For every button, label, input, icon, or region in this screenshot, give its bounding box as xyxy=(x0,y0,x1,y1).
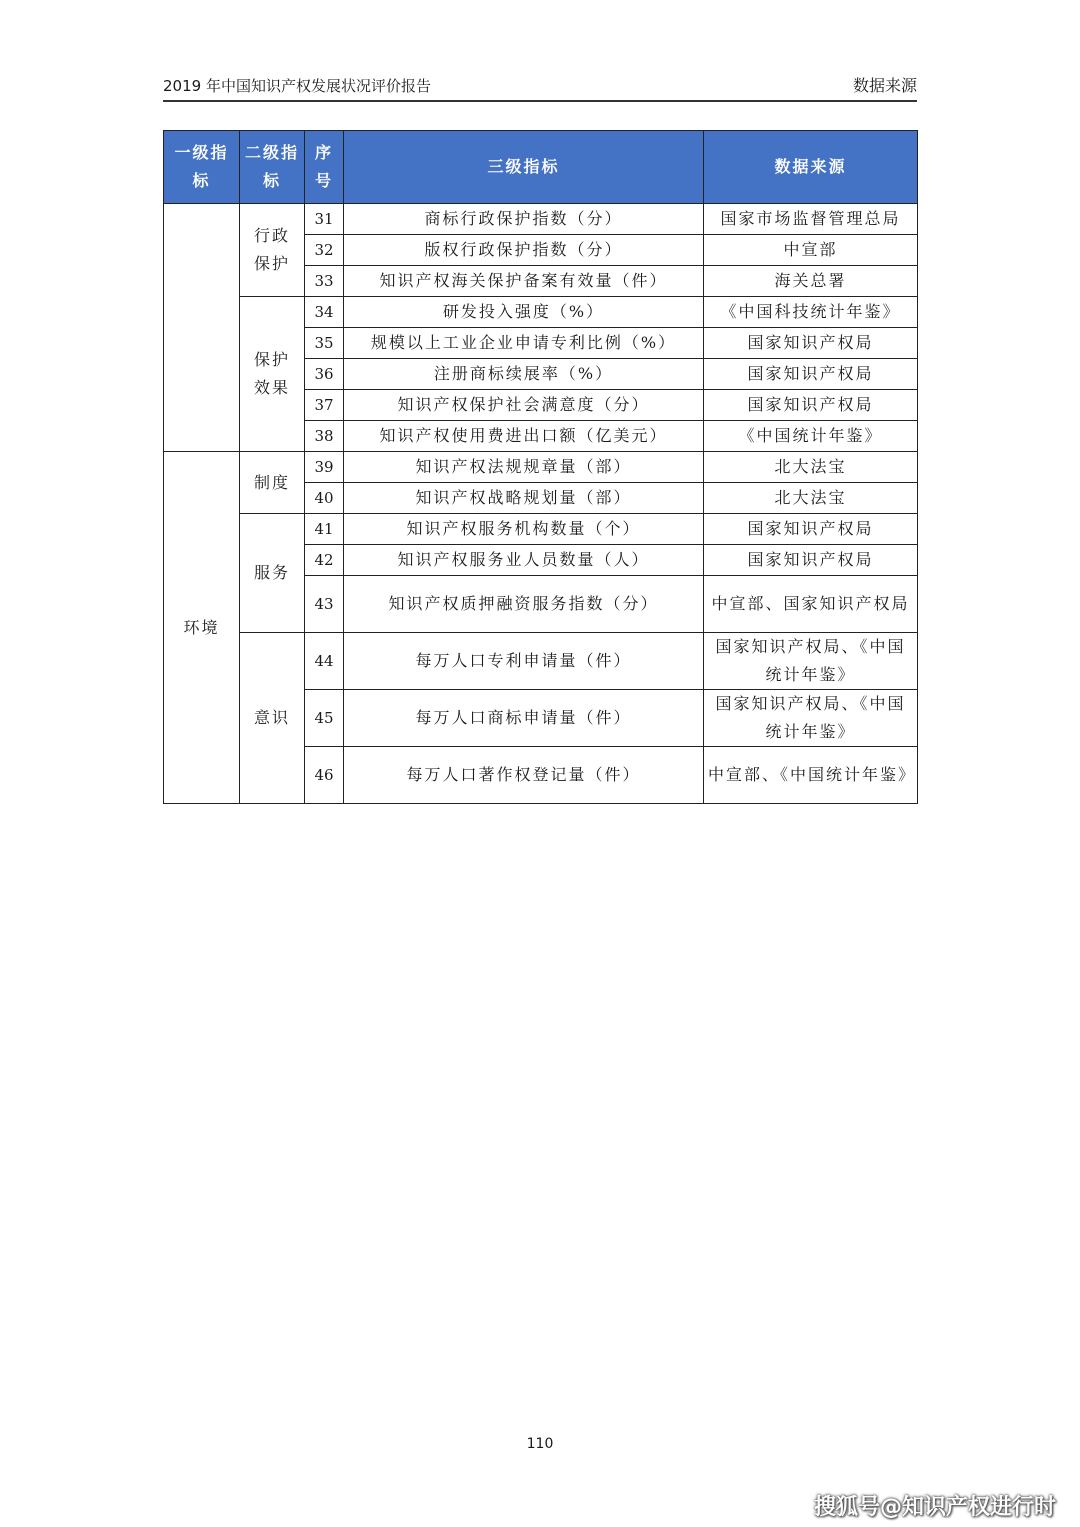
header-source: 数据来源 xyxy=(704,131,918,204)
seq-cell: 33 xyxy=(305,266,344,297)
seq-cell: 34 xyxy=(305,297,344,328)
source-cell: 北大法宝 xyxy=(704,483,918,514)
seq-cell: 39 xyxy=(305,452,344,483)
header-level2: 二级指标 xyxy=(240,131,305,204)
indicator-cell: 知识产权法规规章量（部） xyxy=(344,452,704,483)
level1-environment: 环境 xyxy=(164,452,240,804)
source-cell: 中宣部、国家知识产权局 xyxy=(704,576,918,633)
source-cell: 北大法宝 xyxy=(704,452,918,483)
indicator-cell: 规模以上工业企业申请专利比例（%） xyxy=(344,328,704,359)
header-seq: 序号 xyxy=(305,131,344,204)
source-cell: 国家知识产权局 xyxy=(704,359,918,390)
table-header-row xyxy=(164,131,918,204)
header-level1: 一级指标 xyxy=(164,131,240,204)
source-cell: 《中国科技统计年鉴》 xyxy=(704,297,918,328)
indicator-cell: 每万人口专利申请量（件） xyxy=(344,633,704,690)
source-cell: 国家知识产权局 xyxy=(704,545,918,576)
level2-awareness: 意识 xyxy=(240,633,305,804)
seq-cell: 44 xyxy=(305,633,344,690)
indicator-cell: 知识产权保护社会满意度（分） xyxy=(344,390,704,421)
source-cell: 海关总署 xyxy=(704,266,918,297)
source-cell: 《中国统计年鉴》 xyxy=(704,421,918,452)
level2-system: 制度 xyxy=(240,452,305,514)
level2-service: 服务 xyxy=(240,514,305,633)
page-header xyxy=(163,74,917,102)
source-cell: 国家知识产权局、《中国统计年鉴》 xyxy=(704,633,918,690)
indicator-cell: 注册商标续展率（%） xyxy=(344,359,704,390)
seq-cell: 36 xyxy=(305,359,344,390)
table-row xyxy=(164,514,918,545)
seq-cell: 43 xyxy=(305,576,344,633)
report-title: 2019 年中国知识产权发展状况评价报告 xyxy=(163,77,431,95)
indicator-cell: 研发投入强度（%） xyxy=(344,297,704,328)
indicator-cell: 知识产权战略规划量（部） xyxy=(344,483,704,514)
table-row xyxy=(164,633,918,690)
indicator-cell: 知识产权服务机构数量（个） xyxy=(344,514,704,545)
indicator-table xyxy=(163,130,918,804)
source-cell: 国家知识产权局 xyxy=(704,514,918,545)
seq-cell: 32 xyxy=(305,235,344,266)
seq-cell: 31 xyxy=(305,204,344,235)
table-row xyxy=(164,297,918,328)
source-cell: 国家知识产权局 xyxy=(704,390,918,421)
indicator-cell: 每万人口著作权登记量（件） xyxy=(344,747,704,804)
seq-cell: 35 xyxy=(305,328,344,359)
source-cell: 国家知识产权局、《中国统计年鉴》 xyxy=(704,690,918,747)
page-number: 110 xyxy=(526,1436,554,1452)
indicator-cell: 知识产权海关保护备案有效量（件） xyxy=(344,266,704,297)
source-cell: 国家市场监督管理总局 xyxy=(704,204,918,235)
header-level3: 三级指标 xyxy=(344,131,704,204)
seq-cell: 45 xyxy=(305,690,344,747)
seq-cell: 38 xyxy=(305,421,344,452)
level1-protection-cont xyxy=(164,204,240,452)
source-cell: 国家知识产权局 xyxy=(704,328,918,359)
table-row xyxy=(164,452,918,483)
indicator-cell: 知识产权服务业人员数量（人） xyxy=(344,545,704,576)
indicator-cell: 版权行政保护指数（分） xyxy=(344,235,704,266)
source-cell: 中宣部、《中国统计年鉴》 xyxy=(704,747,918,804)
seq-cell: 41 xyxy=(305,514,344,545)
section-title: 数据来源 xyxy=(852,76,917,95)
seq-cell: 37 xyxy=(305,390,344,421)
indicator-cell: 每万人口商标申请量（件） xyxy=(344,690,704,747)
seq-cell: 46 xyxy=(305,747,344,804)
indicator-cell: 知识产权使用费进出口额（亿美元） xyxy=(344,421,704,452)
seq-cell: 42 xyxy=(305,545,344,576)
seq-cell: 40 xyxy=(305,483,344,514)
indicator-cell: 知识产权质押融资服务指数（分） xyxy=(344,576,704,633)
watermark: 搜狐号@知识产权进行时 xyxy=(813,1495,1056,1520)
indicator-cell: 商标行政保护指数（分） xyxy=(344,204,704,235)
level2-admin-protection: 行政保护 xyxy=(240,204,305,297)
source-cell: 中宣部 xyxy=(704,235,918,266)
table-row xyxy=(164,204,918,235)
level2-protection-effect: 保护效果 xyxy=(240,297,305,452)
